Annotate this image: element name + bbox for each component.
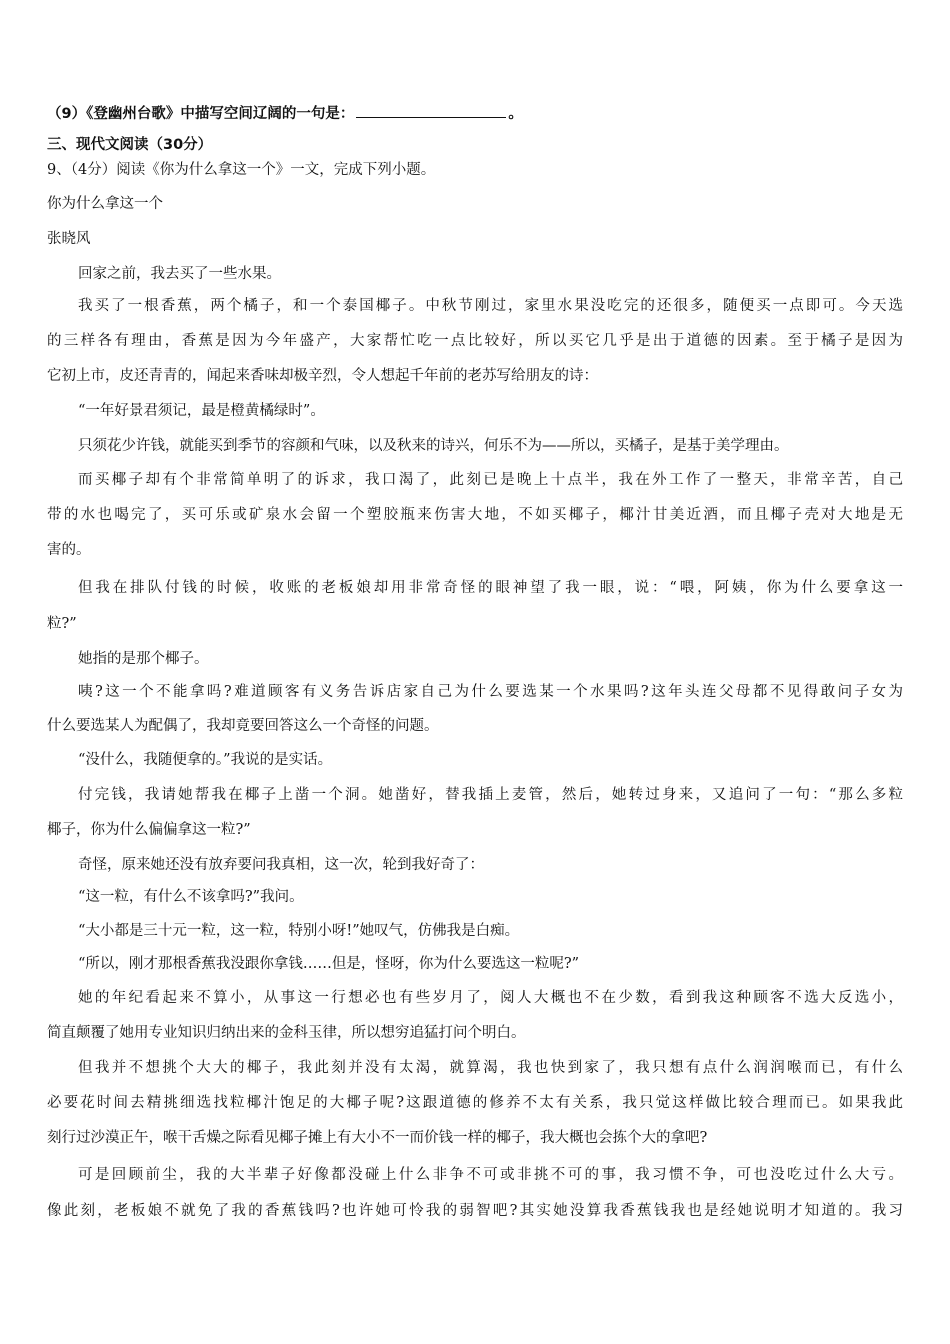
article-author: 张晓风 (47, 231, 91, 247)
article-line: 我买了一根香蕉，两个橘子，和一个泰国椰子。中秋节刚过，家里水果没吃完的还很多，随便买一点即可。今天选 (78, 298, 903, 314)
question-9-fill-blank (47, 103, 523, 124)
question-9-suffix: 。 (508, 106, 523, 122)
question-9-prefix: （9）《登幽州台歌》中描写空间辽阔的一句是： (47, 106, 355, 122)
article-line: 可是回顾前尘，我的大半辈子好像都没碰上什么非争不可或非挑不可的事，我习惯不争，可也没吃过什么大亏。 (78, 1167, 903, 1183)
article-line: 必要花时间去精挑细选找粒椰汁饱足的大椰子呢?这跟道德的修养不太有关系，我只觉这样做比较合理而已。如果我此 (47, 1095, 903, 1111)
article-line: 它初上市，皮还青青的，闻起来香味却极辛烈，令人想起千年前的老苏写给朋友的诗： (47, 368, 598, 384)
article-line: 奇怪，原来她还没有放弃要问我真相，这一次，轮到我好奇了： (78, 857, 484, 873)
article-line: 只须花少许钱，就能买到季节的容颜和气味，以及秋来的诗兴，何乐不为——所以，买橘子，是基于美学理由。 (78, 438, 789, 454)
article-line: 像此刻，老板娘不就免了我的香蕉钱吗?也许她可怜我的弱智吧?其实她没算我香蕉钱我也是经她说明才知道的。我习 (47, 1203, 903, 1219)
article-line: 刻行过沙漠正午，喉干舌燥之际看见椰子摊上有大小不一而价钱一样的椰子，我大概也会拣个大的拿吧? (47, 1130, 708, 1146)
article-line: 回家之前，我去买了一些水果。 (78, 266, 281, 282)
article-line: 她的年纪看起来不算小，从事这一行想必也有些岁月了，阅人大概也不在少数，看到我这种顾客不选大反选小， (78, 990, 903, 1006)
article-line: 而买椰子却有个非常简单明了的诉求，我口渴了，此刻已是晚上十点半，我在外工作了一整天，非常辛苦，自己 (78, 472, 903, 488)
section-heading: 三、现代文阅读（30分） (47, 137, 213, 153)
article-line: 椰子，你为什么偏偏拿这一粒?” (47, 822, 251, 838)
article-line: 带的水也喝完了，买可乐或矿泉水会留一个塑胶瓶来伤害大地，不如买椰子，椰汁甘美近酒，而且椰子壳对大地是无 (47, 507, 903, 523)
article-line: 但我在排队付钱的时候，收账的老板娘却用非常奇怪的眼神望了我一眼，说：“喂，阿姨，你为什么要拿这一 (78, 580, 903, 596)
article-line: 付完钱，我请她帮我在椰子上凿一个洞。她凿好，替我插上麦管，然后，她转过身来，又追问了一句：“那么多粒 (78, 787, 903, 803)
article-line: “所以，刚才那根香蕉我没跟你拿钱……但是，怪呀，你为什么要选这一粒呢?” (78, 956, 580, 972)
article-title: 你为什么拿这一个 (47, 196, 163, 212)
article-line: 的三样各有理由，香蕉是因为今年盛产，大家帮忙吃一点比较好，所以买它几乎是出于道德的因素。至于橘子是因为 (47, 333, 903, 349)
article-line: 害的。 (47, 542, 91, 558)
article-line: 她指的是那个椰子。 (78, 651, 209, 667)
article-line: “没什么，我随便拿的。”我说的是实话。 (78, 752, 333, 768)
article-line: 什么要选某人为配偶了，我却竟要回答这么一个奇怪的问题。 (47, 718, 439, 734)
answer-blank[interactable] (356, 103, 506, 118)
article-line: 粒?” (47, 616, 77, 632)
article-line: “大小都是三十元一粒，这一粒，特别小呀!”她叹气，仿佛我是白痴。 (78, 923, 520, 939)
article-line: “一年好景君须记，最是橙黄橘绿时”。 (78, 403, 325, 419)
article-line: 咦?这一个不能拿吗?难道顾客有义务告诉店家自己为什么要选某一个水果吗?这年头连父母都不见得敢问子女为 (78, 684, 903, 700)
article-line: 但我并不想挑个大大的椰子，我此刻并没有太渴，就算渴，我也快到家了，我只想有点什么润润喉而已，有什么 (78, 1060, 903, 1076)
question-intro: 9、（4分）阅读《你为什么拿这一个》一文，完成下列小题。 (47, 162, 436, 178)
article-line: “这一粒，有什么不该拿吗?”我问。 (78, 889, 304, 905)
article-line: 简直颠覆了她用专业知识归纳出来的金科玉律，所以想穷追猛打问个明白。 (47, 1025, 526, 1041)
